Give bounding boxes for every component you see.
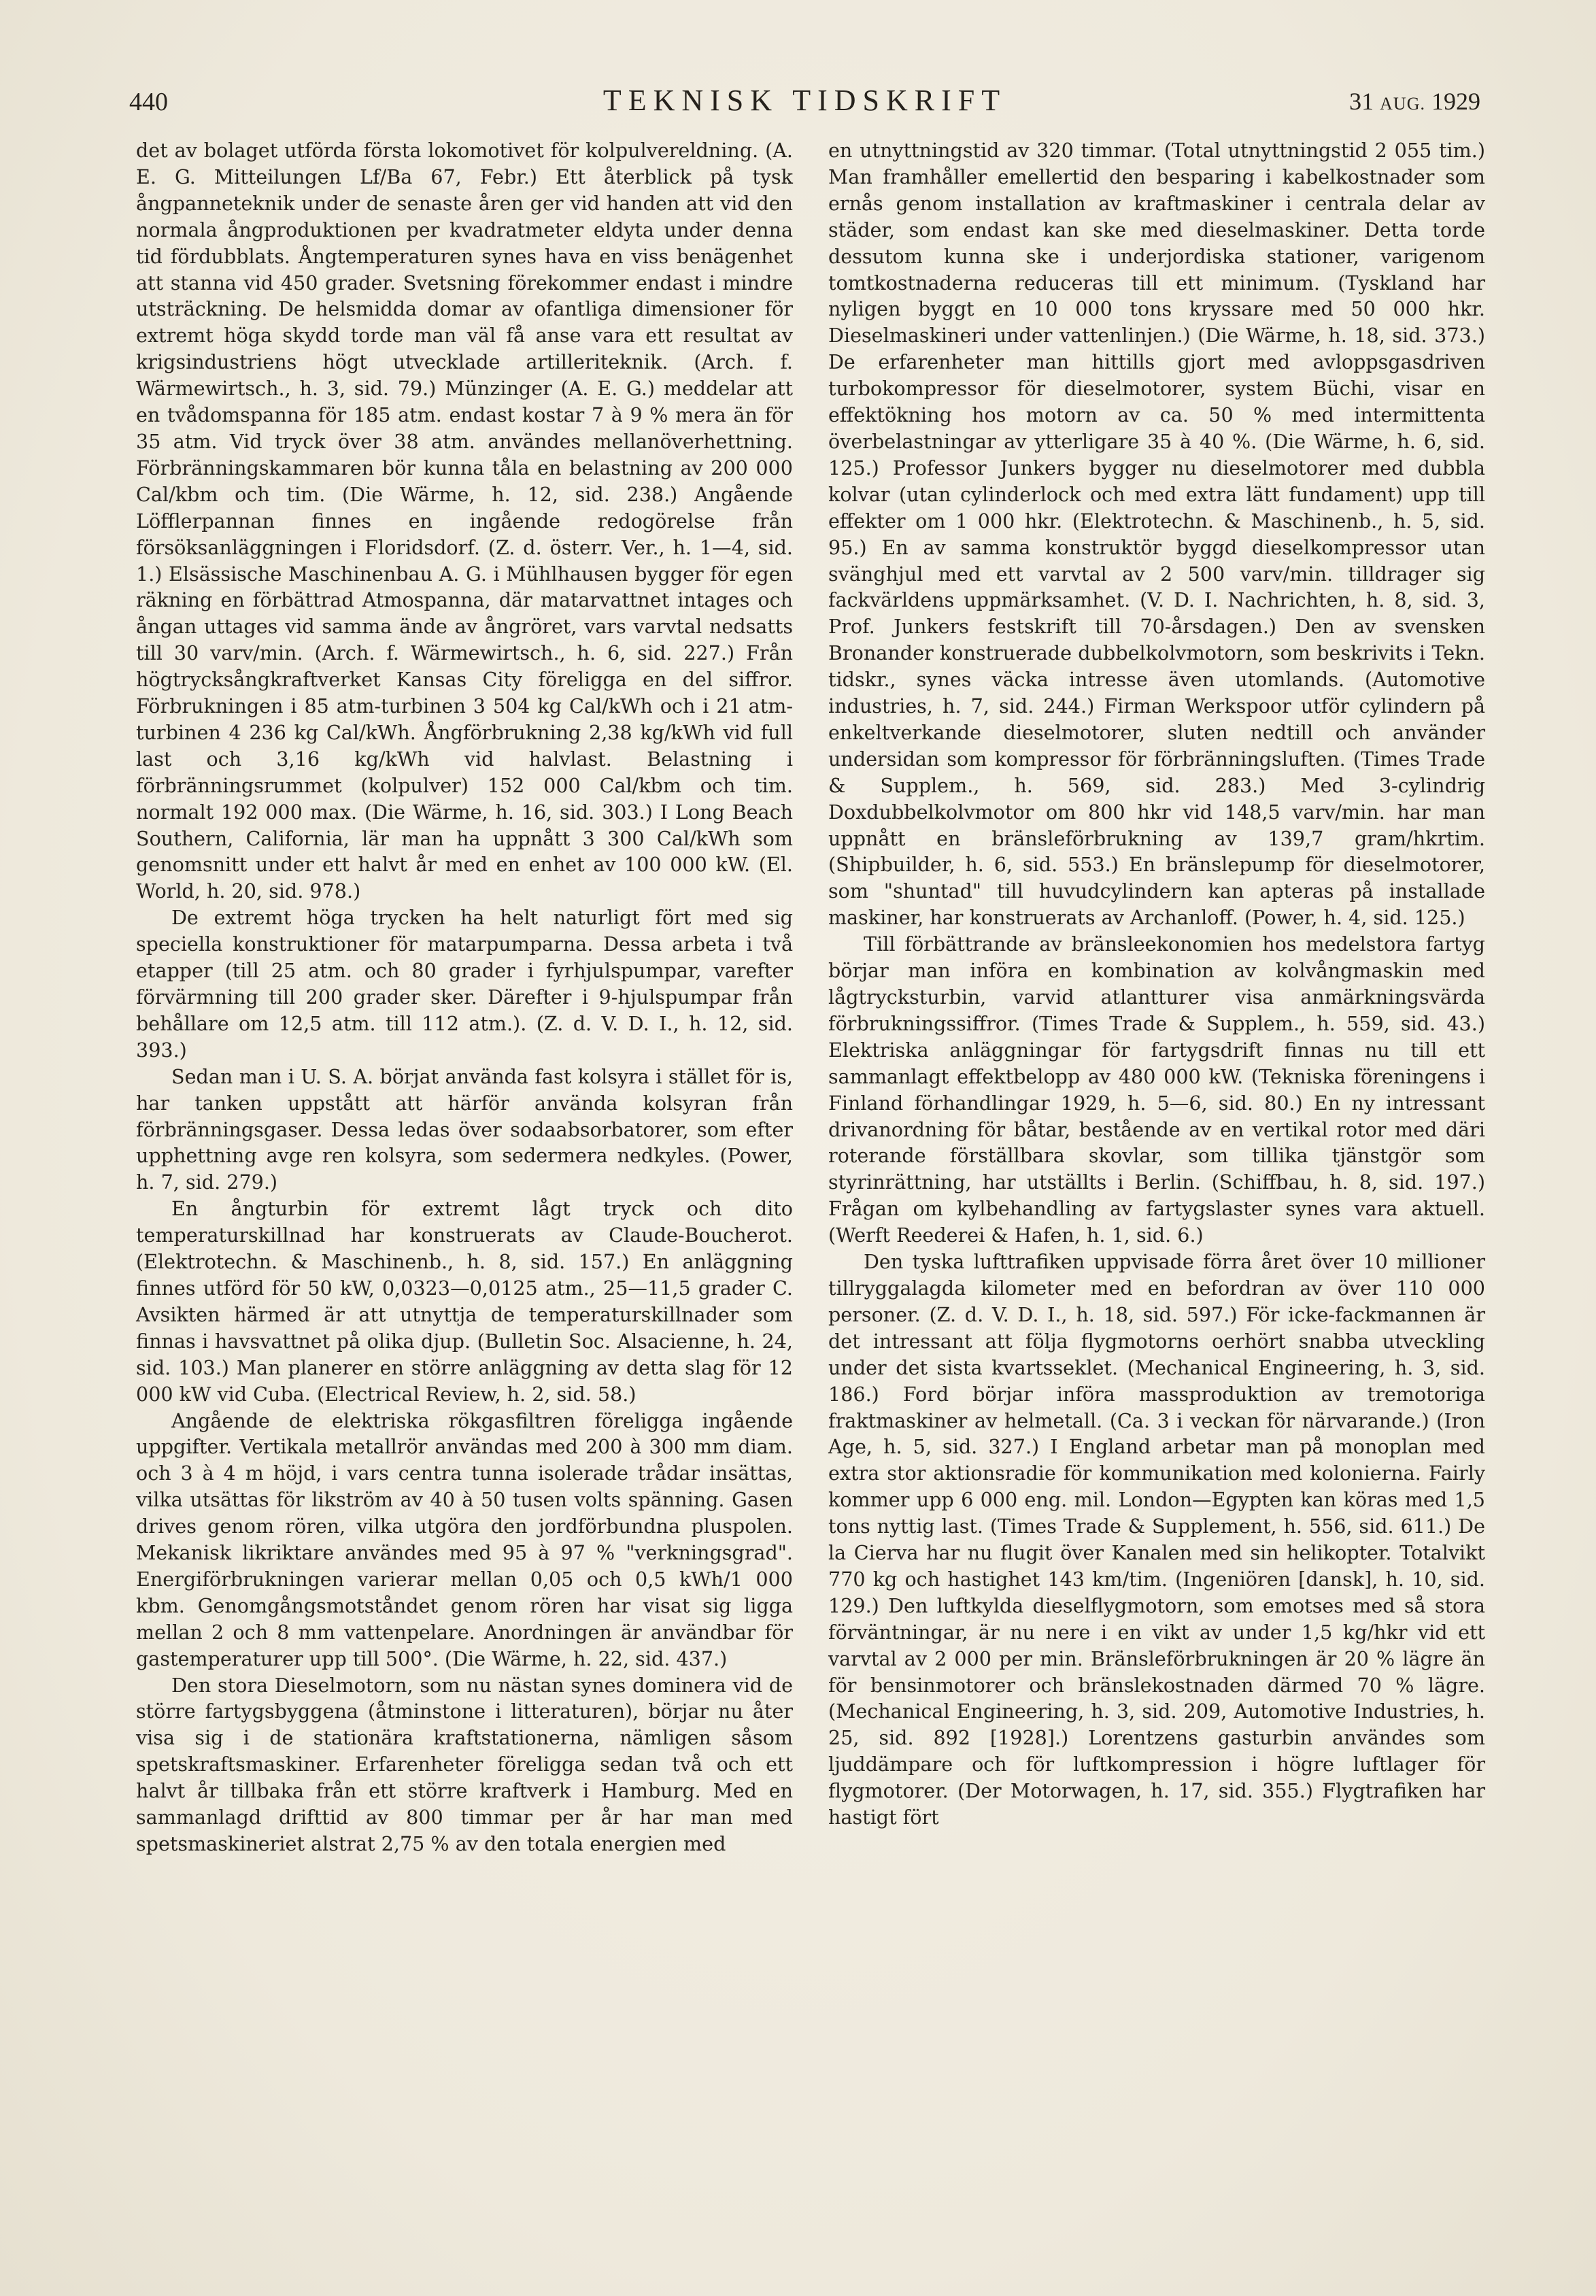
journal-title: TEKNISK TIDSKRIFT bbox=[602, 84, 1007, 117]
paragraph: Den tyska lufttrafiken uppvisade förra året över 10 millioner tillryggalagda kilometer med en befordran av över 110 000 personer. (Z. d. V. D. I., h. 18, sid. 597.) För icke-fackmannen är det intressant att följa flygmotorns oerhört snabba utveckling under det sista kvartsseklet. (Mechanical Engineering, h. 3, sid. 186.) Ford börjar införa massproduktion av tremotoriga fraktmaskiner av helmetall. (Ca. 3 i veckan för närvarande.) (Iron Age, h. 5, sid. 327.) I England arbetar man på monoplan med extra stor aktionsradie för kommunikation med kolonierna. Fairly kommer upp 6 000 eng. mil. London—Egypten kan köras med 1,5 tons nyttig last. (Times Trade & Supplement, h. 556, sid. 611.) De la Cierva har nu flugit över Kanalen med sin helikopter. Totalvikt 770 kg och hastighet 143 km/tim. (Ingeniören [dansk], h. 10, sid. 129.) Den luftkylda dieselflygmotorn, som emotses med så stora förväntningar, är nu nere i en vikt av under 1,5 kg/hkr vid ett varvtal av 2 000 per min. Bränsleförbrukningen är 20 % lägre än för bensinmotorer och bränslekostnaden därmed 70 % lägre. (Mechanical Engineering, h. 3, sid. 209, Automotive Industries, h. 25, sid. 892 [1928].) Lorentzens gasturbin användes som ljuddämpare och för luftkompression i högre luftlager för flygmotorer. (Der Motorwagen, h. 17, sid. 355.) Flygtrafiken har hastigt fört bbox=[828, 1250, 1485, 1829]
issue-date bbox=[1349, 87, 1480, 116]
date-day: 31 bbox=[1349, 88, 1374, 115]
paragraph: det av bolaget utförda första lokomotivet för kolpulvereldning. (A. E. G. Mitteilungen Lf/Ba 67, Febr.) Ett återblick på tysk ångpanneteknik under de senaste åren ger vid handen att vid den normala ångproduktionen per kvadratmeter eldyta under denna tid fördubblats. Ångtemperaturen synes hava en viss benägenhet att stanna vid 450 grader. Svetsning förekommer endast i mindre utsträckning. De helsmidda domar av ofantliga dimensioner för extremt höga skydd torde man väl få anse vara ett resultat av krigsindustriens högt utvecklade artilleriteknik. (Arch. f. Wärmewirtsch., h. 3, sid. 79.) Münzinger (A. E. G.) meddelar att en tvådomspanna för 185 atm. endast kostar 7 à 9 % mera än för 35 atm. Vid tryck över 38 atm. användes mellanöverhettning. Förbränningskammaren bör kunna tåla en belastning av 200 000 Cal/kbm och tim. (Die Wärme, h. 12, sid. 238.) Angående Löfflerpannan finnes en ingående redogörelse från försöksanläggningen i Floridsdorf. (Z. d. österr. Ver., h. 1—4, sid. 1.) Elsässische Maschinenbau A. G. i Mühlhausen bygger för egen räkning en förbättrad Atmospanna, där matarvattnet intages och ångan uttages vid samma ände av ångröret, vars varvtal nedsatts till 30 varv/min. (Arch. f. Wärmewirtsch., h. 6, sid. 227.) Från högtrycksångkraftverket Kansas City föreligga en del siffror. Förbrukningen i 85 atm-turbinen 3 504 kg Cal/kWh och i 21 atm-turbinen 4 236 kg Cal/kWh. Ångförbrukning 2,38 kg/kWh vid full last och 3,16 kg/kWh vid halvlast. Belastning i förbränningsrummet (kolpulver) 152 000 Cal/kbm och tim. normalt 192 000 max. (Die Wärme, h. 16, sid. 303.) I Long Beach Southern, California, lär man ha uppnått 3 300 Cal/kWh som genomsnitt under ett halvt år med en enhet av 100 000 kW. (El. World, h. 20, sid. 978.) bbox=[136, 139, 793, 903]
page-number: 440 bbox=[129, 88, 168, 116]
paragraph: De extremt höga trycken ha helt naturligt fört med sig speciella konstruktioner för matarpumparna. Dessa arbeta i två etapper (till 25 atm. och 80 grader i fyrhjulspumpar, varefter förvärmning till 200 grader sker. Därefter i 9-hjulspumpar från behållare om 12,5 atm. till 112 atm.). (Z. d. V. D. I., h. 12, sid. 393.) bbox=[136, 906, 793, 1062]
paragraph: En ångturbin för extremt lågt tryck och dito temperaturskillnad har konstruerats av Claude-Boucherot. (Elektrotechn. & Maschinenb., h. 8, sid. 157.) En anläggning finnes utförd för 50 kW, 0,0323—0,0125 atm., 25—11,5 grader C. Avsikten härmed är att utnyttja de temperaturskillnader som finnas i havsvattnet på olika djup. (Bulletin Soc. Alsacienne, h. 24, sid. 103.) Man planerer en större anläggning av detta slag för 12 000 kW vid Cuba. (Electrical Review, h. 2, sid. 58.) bbox=[136, 1197, 793, 1406]
paragraph: Sedan man i U. S. A. börjat använda fast kolsyra i stället för is, har tanken uppstått att härför använda kolsyran från förbränningsgaser. Dessa ledas över sodaabsorbatorer, som efter upphettning avge ren kolsyra, som sedermera nedkyles. (Power, h. 7, sid. 279.) bbox=[136, 1064, 793, 1194]
right-column bbox=[828, 137, 1485, 1831]
paragraph: Angående de elektriska rökgasfiltren föreligga ingående uppgifter. Vertikala metallrör användas med 200 à 300 mm diam. och 3 à 4 m höjd, i vars centra tunna isolerade trådar insättas, vilka utsättas för likström av 40 à 50 tusen volts spänning. Gasen drives genom rören, vilka utgöra den jordförbundna pluspolen. Mekanisk likriktare användes med 95 à 97 % "verkningsgrad". Energiförbrukningen varierar mellan 0,05 och 0,5 kWh/1 000 kbm. Genomgångsmotståndet genom rören har visat sig ligga mellan 2 och 8 mm vattenpelare. Anordningen är användbar för gastemperaturer upp till 500°. (Die Wärme, h. 22, sid. 437.) bbox=[136, 1408, 793, 1670]
left-column bbox=[136, 137, 793, 1857]
page-header bbox=[129, 80, 1480, 128]
paragraph: Till förbättrande av bränsleekonomien hos medelstora fartyg börjar man införa en kombination av kolvångmaskin med lågtrycksturbin, varvid atlantturer visa anmärkningsvärda förbrukningssiffror. (Times Trade & Supplem., h. 559, sid. 43.) Elektriska anläggningar för fartygsdrift finnas nu till ett sammanlagt effektbelopp av 480 000 kW. (Tekniska föreningens i Finland förhandlingar 1929, h. 5—6, sid. 80.) En ny intressant drivanordning för båtar, bestående av en vertikal rotor med däri roterande förställbara skovlar, som tillika tjänstgör som styrinrättning, har utställts i Berlin. (Schiffbau, h. 8, sid. 197.) Frågan om kylbehandling av fartygslaster synes vara aktuell. (Werft Reederei & Hafen, h. 1, sid. 6.) bbox=[828, 932, 1485, 1247]
date-month: AUG. bbox=[1380, 94, 1425, 114]
date-year: 1929 bbox=[1431, 88, 1480, 115]
paragraph: Den stora Dieselmotorn, som nu nästan synes dominera vid de större fartygsbyggena (åtminstone i litteraturen), börjar nu åter visa sig i de stationära kraftstationerna, nämligen såsom spetskraftsmaskiner. Erfarenheter föreligga sedan två och ett halvt år tillbaka från ett större kraftverk i Hamburg. Med en sammanlagd drifttid av 800 timmar per år har man med spetsmaskineriet alstrat 2,75 % av den totala energien med bbox=[136, 1673, 793, 1855]
paragraph: en utnyttningstid av 320 timmar. (Total utnyttningstid 2 055 tim.) Man framhåller emellertid den besparing i kabelkostnader som ernås genom installation av kraftmaskiner i centrala delar av städer, som endast kan ske med dieselmaskiner. Detta torde dessutom kunna ske i underjordiska stationer, varigenom tomtkostnaderna reduceras till ett minimum. (Tyskland har nyligen byggt en 10 000 tons kryssare med 50 000 hkr. Dieselmaskineri under vattenlinjen.) (Die Wärme, h. 18, sid. 373.) De erfarenheter man hittills gjort med avloppsgasdriven turbokompressor för dieselmotorer, system Büchi, visar en effektökning hos motorn av ca. 50 % med intermittenta överbelastningar av ytterligare 35 à 40 %. (Die Wärme, h. 6, sid. 125.) Professor Junkers bygger nu dieselmotorer med dubbla kolvar (utan cylinderlock och med extra lätt fundament) upp till effekter om 1 000 hkr. (Elektrotechn. & Maschinenb., h. 5, sid. 95.) En av samma konstruktör byggd dieselkompressor utan svänghjul med ett varvtal av 2 500 varv/min. tilldrager sig fackvärldens uppmärksamhet. (V. D. I. Nachrichten, h. 8, sid. 3, Prof. Junkers festskrift till 70-årsdagen.) Den av svensken Bronander konstruerade dubbelkolvmotorn, som beskrivits i Tekn. tidskr., synes väcka intresse även utomlands. (Automotive industries, h. 7, sid. 244.) Firman Werkspoor utför cylindern på enkeltverkande dieselmotorer, sluten nedtill och använder undersidan som kompressor för förbränningsluften. (Times Trade & Supplem., h. 569, sid. 283.) Med 3-cylindrig Doxdubbelkolvmotor om 800 hkr vid 148,5 varv/min. har man uppnått en bränsleförbrukning av 139,7 gram/hkrtim. (Shipbuilder, h. 6, sid. 553.) En bränslepump för dieselmotorer, som "shuntad" till huvudcylindern kan apteras på installade maskiner, har konstruerats av Archanloff. (Power, h. 4, sid. 125.) bbox=[828, 139, 1485, 930]
